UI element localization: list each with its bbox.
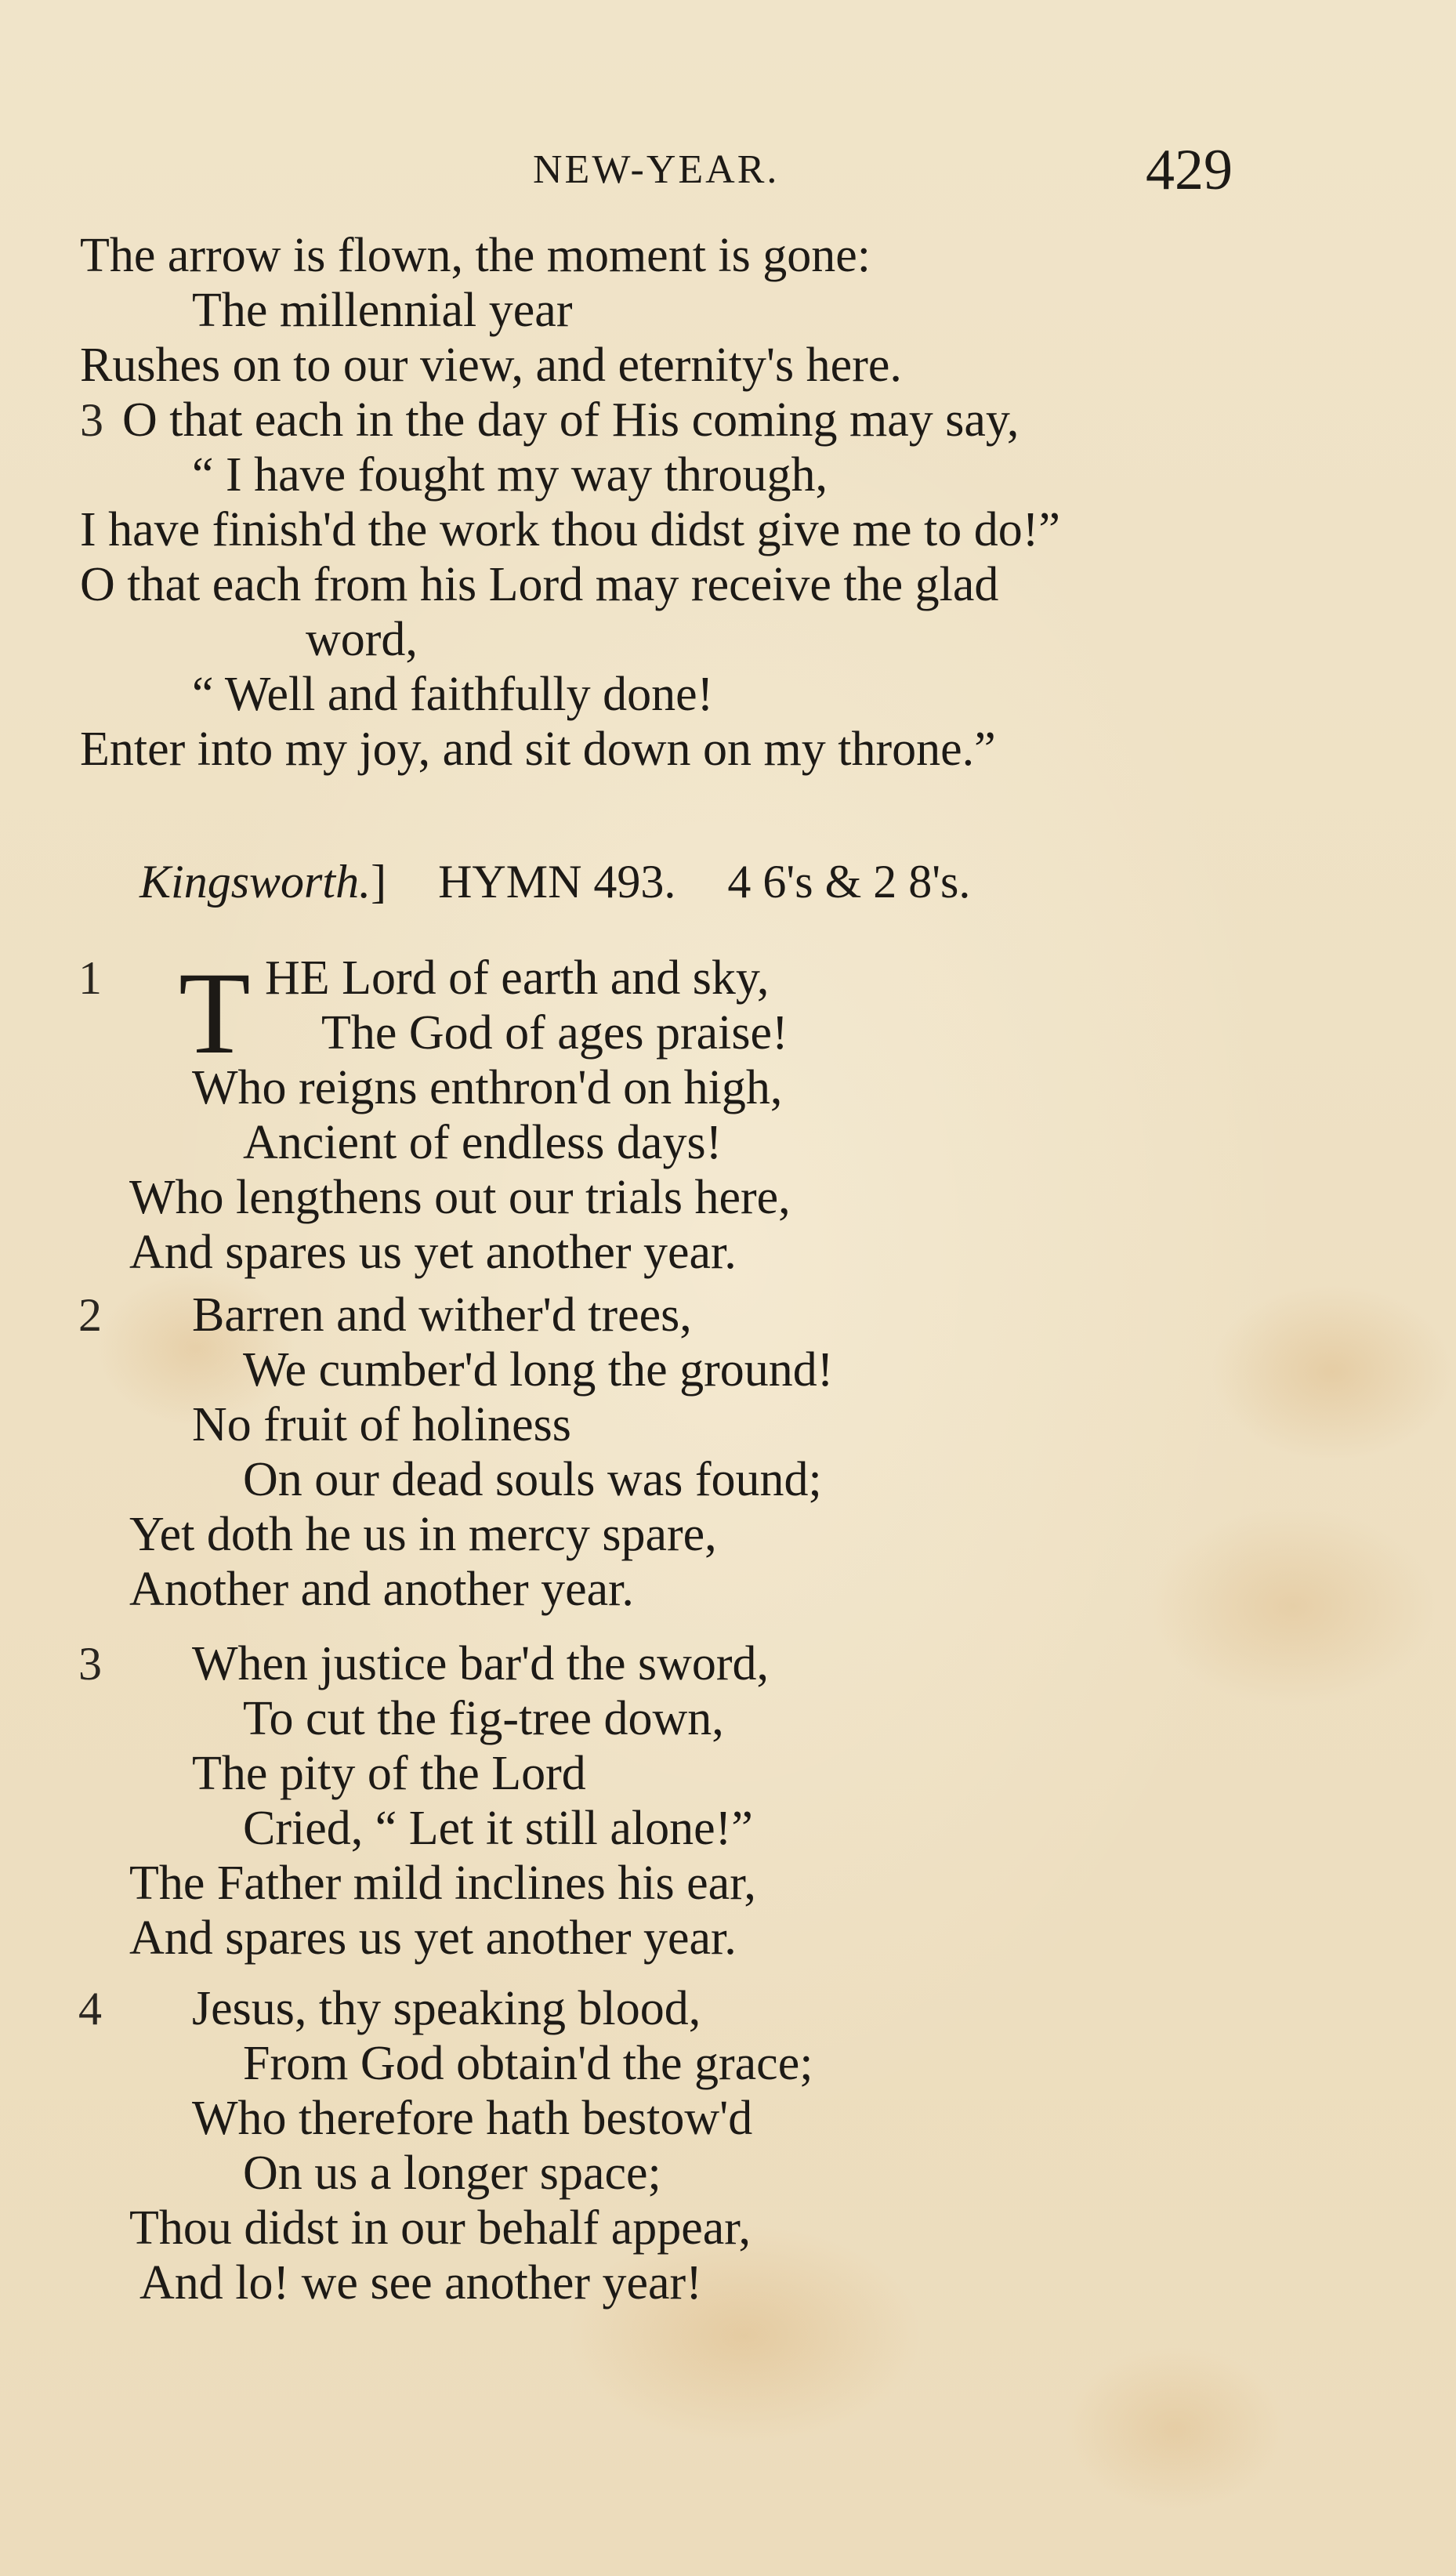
drop-cap: T: [179, 948, 251, 1078]
verse-line: Yet doth he us in mercy spare,: [129, 1508, 717, 1561]
verse-line: Barren and wither'd trees,: [192, 1288, 692, 1342]
tune-name: Kingsworth.: [139, 856, 371, 908]
verse-line: “ Well and faithfully done!: [192, 668, 714, 721]
verse-line: On us a longer space;: [243, 2147, 661, 2200]
verse-line: From God obtain'd the grace;: [243, 2037, 813, 2090]
verse-line: Another and another year.: [129, 1563, 634, 1616]
page-number: 429: [1146, 138, 1233, 202]
verse-line: Enter into my joy, and sit down on my throne.”: [80, 723, 996, 776]
tune-bracket: ]: [371, 856, 387, 908]
verse-line: And spares us yet another year.: [129, 1911, 737, 1965]
verse-line: On our dead souls was found;: [243, 1453, 822, 1506]
verse-line: And lo! we see another year!: [139, 2256, 702, 2310]
verse-number: 2: [78, 1289, 102, 1341]
page-header: [0, 137, 1456, 208]
verse-line: We cumber'd long the ground!: [243, 1343, 834, 1397]
verse-line: The millennial year: [192, 284, 573, 337]
verse-line: And spares us yet another year.: [129, 1226, 737, 1279]
verse-number: 3: [80, 394, 103, 446]
verse-line: The arrow is flown, the moment is gone:: [80, 229, 871, 282]
verse-line: When justice bar'd the sword,: [192, 1637, 770, 1690]
verse-line: word,: [306, 613, 418, 666]
verse-line: HE Lord of earth and sky,: [265, 951, 770, 1005]
verse-number: 3: [78, 1638, 102, 1690]
verse-line: Who lengthens out our trials here,: [129, 1171, 791, 1224]
verse-line: “ I have fought my way through,: [192, 448, 828, 502]
running-head: NEW-YEAR.: [533, 147, 780, 192]
verse-line: No fruit of holiness: [192, 1398, 571, 1451]
verse-line: Rushes on to our view, and eternity's here.: [80, 339, 902, 392]
verse-line: O that each from his Lord may receive the glad: [80, 558, 999, 611]
verse-line: Cried, “ Let it still alone!”: [243, 1802, 753, 1855]
verse-line: I have finish'd the work thou didst give me to do!”: [80, 503, 1060, 556]
verse-line: O that each in the day of His coming may say,: [122, 393, 1020, 447]
verse-line: To cut the fig-tree down,: [243, 1692, 724, 1745]
verse-line: Jesus, thy speaking blood,: [192, 1982, 701, 2035]
hymn-number: HYMN 493.: [438, 856, 676, 908]
hymn-meter: 4 6's & 2 8's.: [727, 856, 971, 908]
verse-line: Who therefore hath bestow'd: [192, 2092, 753, 2145]
verse-line: Ancient of endless days!: [243, 1116, 723, 1169]
verse-line: The pity of the Lord: [192, 1747, 586, 1800]
hymn-heading: [139, 854, 970, 909]
verse-line: The God of ages praise!: [321, 1006, 788, 1060]
verse-line: Thou didst in our behalf appear,: [129, 2201, 751, 2255]
verse-number: 4: [78, 1983, 102, 2034]
verse-line: The Father mild inclines his ear,: [129, 1857, 756, 1910]
verse-line: Who reigns enthron'd on high,: [192, 1061, 783, 1114]
verse-number: 1: [78, 952, 102, 1004]
